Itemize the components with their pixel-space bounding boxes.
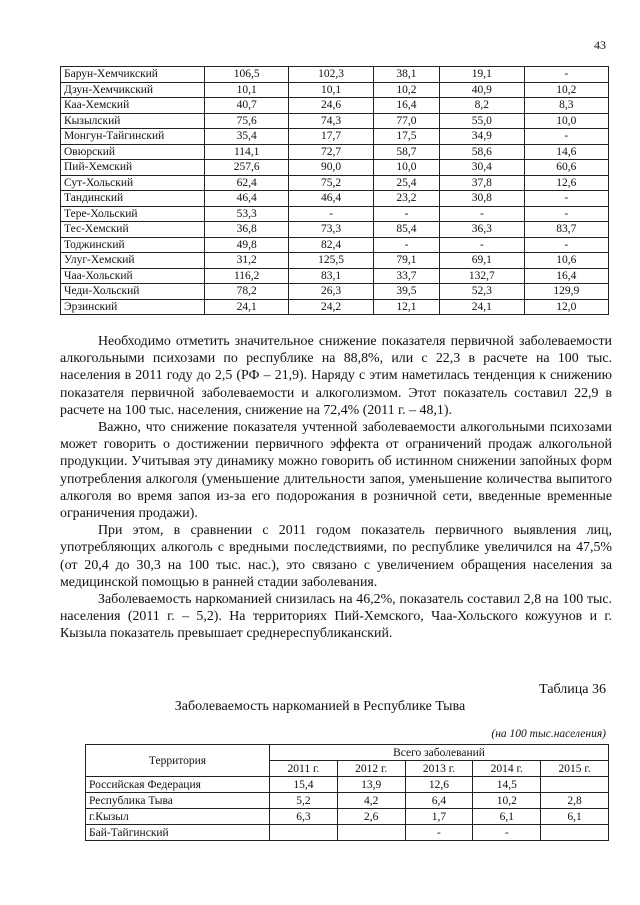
value-cell: 58,6: [440, 144, 524, 160]
paragraph: Важно, что снижение показателя учтенной заболеваемости алкогольными психозами может говорить о достижении первичного эффекта от ограничений продаж алкогольной продукции. Учитывая эту динамику можно говорить об истинном снижении запойных форм употребления алкоголя (уменьшение длительности запоя, уменьшение количества выпитого алкоголя во время запоя из-за его подорожания в розничной сети, введенные временные ограничения продажи).: [60, 420, 612, 522]
value-cell: 62,4: [205, 175, 289, 191]
territory-cell: Тоджинский: [61, 237, 205, 253]
value-cell: 82,4: [289, 237, 373, 253]
value-cell: -: [373, 237, 439, 253]
territory-cell: Кызылский: [61, 113, 205, 129]
alcohol-psychosis-table: [60, 66, 609, 315]
value-cell: -: [524, 129, 608, 145]
value-cell: 39,5: [373, 284, 439, 300]
territory-cell: Барун-Хемчикский: [61, 67, 205, 83]
paragraph: При этом, в сравнении с 2011 годом показатель первичного выявления лиц, употребляющих алкоголь с вредными последствиями, по республике увеличился на 47,5% (от 20,4 до 30,3 на 100 тыс. нас.), это связано с увеличением обращения населения за медицинской помощью в ранней стадии заболевания.: [60, 523, 612, 590]
territory-cell: Эрзинский: [61, 299, 205, 315]
value-cell: 24,6: [289, 98, 373, 114]
value-cell: 83,1: [289, 268, 373, 284]
value-cell: 46,4: [205, 191, 289, 207]
value-cell: 102,3: [289, 67, 373, 83]
value-cell: 90,0: [289, 160, 373, 176]
value-cell: 31,2: [205, 253, 289, 269]
value-cell: 106,5: [205, 67, 289, 83]
territory-cell: Сут-Хольский: [61, 175, 205, 191]
value-cell: 12,0: [524, 299, 608, 315]
value-cell: 6,1: [541, 809, 609, 825]
territory-cell: Тандинский: [61, 191, 205, 207]
value-cell: 33,7: [373, 268, 439, 284]
paragraph: Необходимо отметить значительное снижение показателя первичной заболеваемости алкогольными психозами по республике на 88,8%, или с 22,3 в расчете на 100 тыс. населения в 2011 году до 2,5 (РФ – 21,9). Наряду с этим наметилась тенденция к снижению показателя первичной заболеваемости и алкоголизмом. Этот показатель составил 22,9 в расчете на 100 тыс. населения, снижение на 72,4% (2011 г. – 48,1).: [60, 334, 612, 418]
territory-cell: Монгун-Тайгинский: [61, 129, 205, 145]
value-cell: 83,7: [524, 222, 608, 238]
value-cell: 52,3: [440, 284, 524, 300]
table-row: [61, 67, 609, 83]
table-row: [86, 793, 609, 809]
territory-cell: Республика Тыва: [86, 793, 270, 809]
value-cell: 12,1: [373, 299, 439, 315]
territory-cell: Бай-Тайгинский: [86, 825, 270, 841]
value-cell: 1,7: [405, 809, 473, 825]
territory-cell: Каа-Хемский: [61, 98, 205, 114]
value-cell: 38,1: [373, 67, 439, 83]
territory-cell: Пий-Хемский: [61, 160, 205, 176]
value-cell: 46,4: [289, 191, 373, 207]
table-row: [86, 825, 609, 841]
value-cell: 40,9: [440, 82, 524, 98]
value-cell: 25,4: [373, 175, 439, 191]
value-cell: 36,3: [440, 222, 524, 238]
value-cell: 85,4: [373, 222, 439, 238]
table-row: [61, 284, 609, 300]
value-cell: -: [524, 67, 608, 83]
value-cell: 34,9: [440, 129, 524, 145]
value-cell: [541, 777, 609, 793]
table-row: [61, 268, 609, 284]
value-cell: 24,1: [205, 299, 289, 315]
value-cell: -: [373, 206, 439, 222]
territory-cell: Чеди-Хольский: [61, 284, 205, 300]
value-cell: 8,2: [440, 98, 524, 114]
value-cell: 10,1: [205, 82, 289, 98]
year-header: 2011 г.: [270, 761, 338, 777]
territory-cell: Чаа-Хольский: [61, 268, 205, 284]
value-cell: [270, 825, 338, 841]
year-header: 2013 г.: [405, 761, 473, 777]
value-cell: 2,6: [337, 809, 405, 825]
value-cell: 8,3: [524, 98, 608, 114]
table-label: Таблица 36: [539, 682, 606, 697]
header-total: Всего заболеваний: [270, 745, 609, 761]
value-cell: 75,2: [289, 175, 373, 191]
value-cell: 49,8: [205, 237, 289, 253]
value-cell: -: [440, 206, 524, 222]
value-cell: 14,6: [524, 144, 608, 160]
value-cell: 16,4: [524, 268, 608, 284]
value-cell: 12,6: [405, 777, 473, 793]
value-cell: 24,1: [440, 299, 524, 315]
value-cell: 17,7: [289, 129, 373, 145]
table-row: [61, 129, 609, 145]
value-cell: 12,6: [524, 175, 608, 191]
value-cell: 16,4: [373, 98, 439, 114]
value-cell: 257,6: [205, 160, 289, 176]
value-cell: 69,1: [440, 253, 524, 269]
value-cell: -: [473, 825, 541, 841]
year-header: 2014 г.: [473, 761, 541, 777]
value-cell: 132,7: [440, 268, 524, 284]
value-cell: 116,2: [205, 268, 289, 284]
value-cell: 35,4: [205, 129, 289, 145]
value-cell: [541, 825, 609, 841]
value-cell: 30,8: [440, 191, 524, 207]
value-cell: 10,2: [373, 82, 439, 98]
table-row: [86, 809, 609, 825]
table-units: (на 100 тыс.населения): [491, 728, 606, 740]
value-cell: 10,1: [289, 82, 373, 98]
value-cell: 6,3: [270, 809, 338, 825]
year-header: 2012 г.: [337, 761, 405, 777]
value-cell: 10,2: [473, 793, 541, 809]
value-cell: 75,6: [205, 113, 289, 129]
value-cell: 58,7: [373, 144, 439, 160]
value-cell: 79,1: [373, 253, 439, 269]
value-cell: 13,9: [337, 777, 405, 793]
value-cell: 10,2: [524, 82, 608, 98]
value-cell: 5,2: [270, 793, 338, 809]
value-cell: 2,8: [541, 793, 609, 809]
table-title: Заболеваемость наркоманией в Республике Тыва: [174, 699, 466, 714]
value-cell: 53,3: [205, 206, 289, 222]
territory-cell: Российская Федерация: [86, 777, 270, 793]
table-row: [61, 206, 609, 222]
value-cell: 10,0: [373, 160, 439, 176]
table-row: [61, 113, 609, 129]
drug-addiction-table: [85, 744, 609, 841]
table-row: [61, 98, 609, 114]
value-cell: 10,0: [524, 113, 608, 129]
value-cell: 30,4: [440, 160, 524, 176]
value-cell: 77,0: [373, 113, 439, 129]
value-cell: 73,3: [289, 222, 373, 238]
value-cell: -: [440, 237, 524, 253]
value-cell: -: [405, 825, 473, 841]
value-cell: 17,5: [373, 129, 439, 145]
value-cell: 129,9: [524, 284, 608, 300]
territory-cell: г.Кызыл: [86, 809, 270, 825]
value-cell: 10,6: [524, 253, 608, 269]
value-cell: 55,0: [440, 113, 524, 129]
table-row: [61, 175, 609, 191]
value-cell: 40,7: [205, 98, 289, 114]
table-row: [61, 299, 609, 315]
table-row: [61, 237, 609, 253]
territory-cell: Тере-Хольский: [61, 206, 205, 222]
value-cell: 23,2: [373, 191, 439, 207]
table-row: [61, 222, 609, 238]
value-cell: -: [524, 237, 608, 253]
value-cell: 26,3: [289, 284, 373, 300]
paragraph: Заболеваемость наркоманией снизилась на 46,2%, показатель составил 2,8 на 100 тыс. населения (2011 г. – 5,2). На территориях Пий-Хемского, Чаа-Хольского кожуунов и г. Кызыла показатель превышает среднереспубликанский.: [60, 592, 612, 642]
table-row: [61, 82, 609, 98]
value-cell: 72,7: [289, 144, 373, 160]
territory-cell: Тес-Хемский: [61, 222, 205, 238]
value-cell: -: [524, 206, 608, 222]
value-cell: 78,2: [205, 284, 289, 300]
value-cell: -: [289, 206, 373, 222]
year-header: 2015 г.: [541, 761, 609, 777]
value-cell: 19,1: [440, 67, 524, 83]
value-cell: [337, 825, 405, 841]
value-cell: 60,6: [524, 160, 608, 176]
page-number: 43: [594, 38, 606, 52]
value-cell: -: [524, 191, 608, 207]
value-cell: 4,2: [337, 793, 405, 809]
value-cell: 74,3: [289, 113, 373, 129]
territory-cell: Овюрский: [61, 144, 205, 160]
territory-cell: Дзун-Хемчикский: [61, 82, 205, 98]
table-row: [61, 191, 609, 207]
header-territory: Территория: [86, 745, 270, 777]
value-cell: 6,4: [405, 793, 473, 809]
table-row: [61, 253, 609, 269]
table-row: [61, 144, 609, 160]
value-cell: 6,1: [473, 809, 541, 825]
value-cell: 114,1: [205, 144, 289, 160]
value-cell: 37,8: [440, 175, 524, 191]
body-text: [60, 333, 612, 643]
table-row: [61, 160, 609, 176]
value-cell: 36,8: [205, 222, 289, 238]
value-cell: 24,2: [289, 299, 373, 315]
value-cell: 14,5: [473, 777, 541, 793]
value-cell: 15,4: [270, 777, 338, 793]
table-row: [86, 777, 609, 793]
territory-cell: Улуг-Хемский: [61, 253, 205, 269]
value-cell: 125,5: [289, 253, 373, 269]
